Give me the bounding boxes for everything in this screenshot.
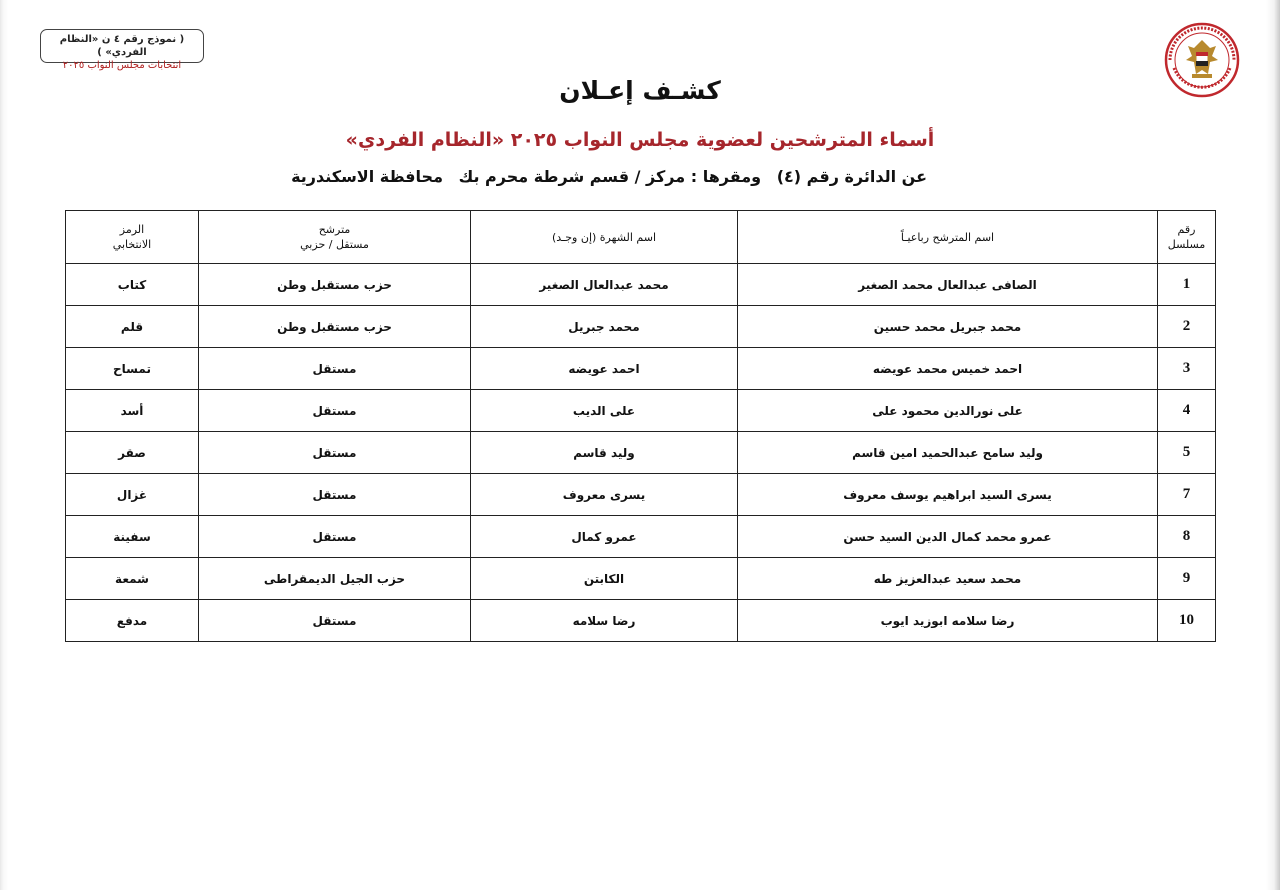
cell-name: محمد جبريل محمد حسين — [738, 306, 1158, 348]
header-symbol — [66, 211, 199, 264]
cell-serial: 5 — [1158, 432, 1216, 474]
page-subtitle: أسماء المترشحين لعضوية مجلس النواب ٢٠٢٥ «النظام الفردي» — [345, 129, 935, 151]
national-election-authority-emblem-icon — [1164, 22, 1240, 98]
table-row — [66, 390, 1216, 432]
district-governorate: محافظة الاسكندرية — [291, 167, 443, 186]
cell-serial: 10 — [1158, 600, 1216, 642]
header-serial-line2: مسلسل — [1167, 238, 1206, 251]
cell-nickname: الكابتن — [471, 558, 738, 600]
cell-affiliation: مستقل — [199, 474, 471, 516]
district-info — [291, 167, 927, 186]
table-row — [66, 516, 1216, 558]
cell-symbol: شمعة — [66, 558, 199, 600]
cell-symbol: قلم — [66, 306, 199, 348]
cell-nickname: رضا سلامه — [471, 600, 738, 642]
cell-symbol: كتاب — [66, 264, 199, 306]
table-header-row — [66, 211, 1216, 264]
cell-affiliation: مستقل — [199, 516, 471, 558]
cell-nickname: عمرو كمال — [471, 516, 738, 558]
cell-nickname: وليد قاسم — [471, 432, 738, 474]
cell-affiliation: مستقل — [199, 390, 471, 432]
cell-nickname: يسرى معروف — [471, 474, 738, 516]
district-seat: ومقرها : مركز / قسم شرطة محرم بك — [458, 167, 762, 186]
form-badge-title: ( نموذج رقم ٤ ن «النظام الفردي» ) — [59, 34, 185, 58]
header-symbol-line1: الرمز — [119, 223, 145, 236]
cell-serial: 1 — [1158, 264, 1216, 306]
district-number: عن الدائرة رقم (٤) — [776, 167, 927, 186]
header-affiliation — [199, 211, 471, 264]
header-nickname: اسم الشهرة (إن وجـد) — [471, 211, 738, 264]
table-row — [66, 558, 1216, 600]
page-title: كشـف إعـلان — [559, 76, 721, 105]
cell-affiliation: مستقل — [199, 348, 471, 390]
header-full-name: اسم المترشح رباعيـاً — [738, 211, 1158, 264]
form-badge-election: انتخابات مجلس النواب ٢٠٢٥ — [62, 60, 182, 71]
cell-symbol: غزال — [66, 474, 199, 516]
table-row — [66, 306, 1216, 348]
table-row — [66, 474, 1216, 516]
cell-symbol: سفينة — [66, 516, 199, 558]
cell-name: وليد سامح عبدالحميد امين قاسم — [738, 432, 1158, 474]
header-symbol-line2: الانتخابي — [112, 238, 152, 251]
cell-serial: 8 — [1158, 516, 1216, 558]
header-serial — [1158, 211, 1216, 264]
cell-name: يسرى السيد ابراهيم يوسف معروف — [738, 474, 1158, 516]
cell-name: رضا سلامه ابوزيد ايوب — [738, 600, 1158, 642]
table-row — [66, 432, 1216, 474]
cell-serial: 4 — [1158, 390, 1216, 432]
cell-symbol: مدفع — [66, 600, 199, 642]
cell-symbol: تمساح — [66, 348, 199, 390]
cell-affiliation: حزب مستقبل وطن — [199, 264, 471, 306]
cell-name: الصافى عبدالعال محمد الصغير — [738, 264, 1158, 306]
cell-serial: 9 — [1158, 558, 1216, 600]
cell-nickname: محمد عبدالعال الصغير — [471, 264, 738, 306]
cell-affiliation: مستقل — [199, 432, 471, 474]
header-affiliation-line1: مترشح — [318, 223, 351, 236]
cell-nickname: على الديب — [471, 390, 738, 432]
cell-name: عمرو محمد كمال الدين السيد حسن — [738, 516, 1158, 558]
cell-serial: 3 — [1158, 348, 1216, 390]
table-row — [66, 264, 1216, 306]
cell-affiliation: حزب الجيل الديمقراطى — [199, 558, 471, 600]
cell-nickname: محمد جبريل — [471, 306, 738, 348]
cell-affiliation: مستقل — [199, 600, 471, 642]
cell-serial: 7 — [1158, 474, 1216, 516]
cell-symbol: أسد — [66, 390, 199, 432]
cell-nickname: احمد عويضه — [471, 348, 738, 390]
header-affiliation-line2: مستقل / حزبي — [300, 238, 369, 251]
cell-affiliation: حزب مستقبل وطن — [199, 306, 471, 348]
form-number-badge — [40, 29, 204, 71]
header-serial-line1: رقم — [1177, 223, 1196, 236]
table-row — [66, 600, 1216, 642]
cell-serial: 2 — [1158, 306, 1216, 348]
cell-name: محمد سعيد عبدالعزيز طه — [738, 558, 1158, 600]
candidates-table — [65, 210, 1216, 642]
cell-name: على نورالدين محمود على — [738, 390, 1158, 432]
table-row — [66, 348, 1216, 390]
cell-symbol: صقر — [66, 432, 199, 474]
cell-name: احمد خميس محمد عويضه — [738, 348, 1158, 390]
